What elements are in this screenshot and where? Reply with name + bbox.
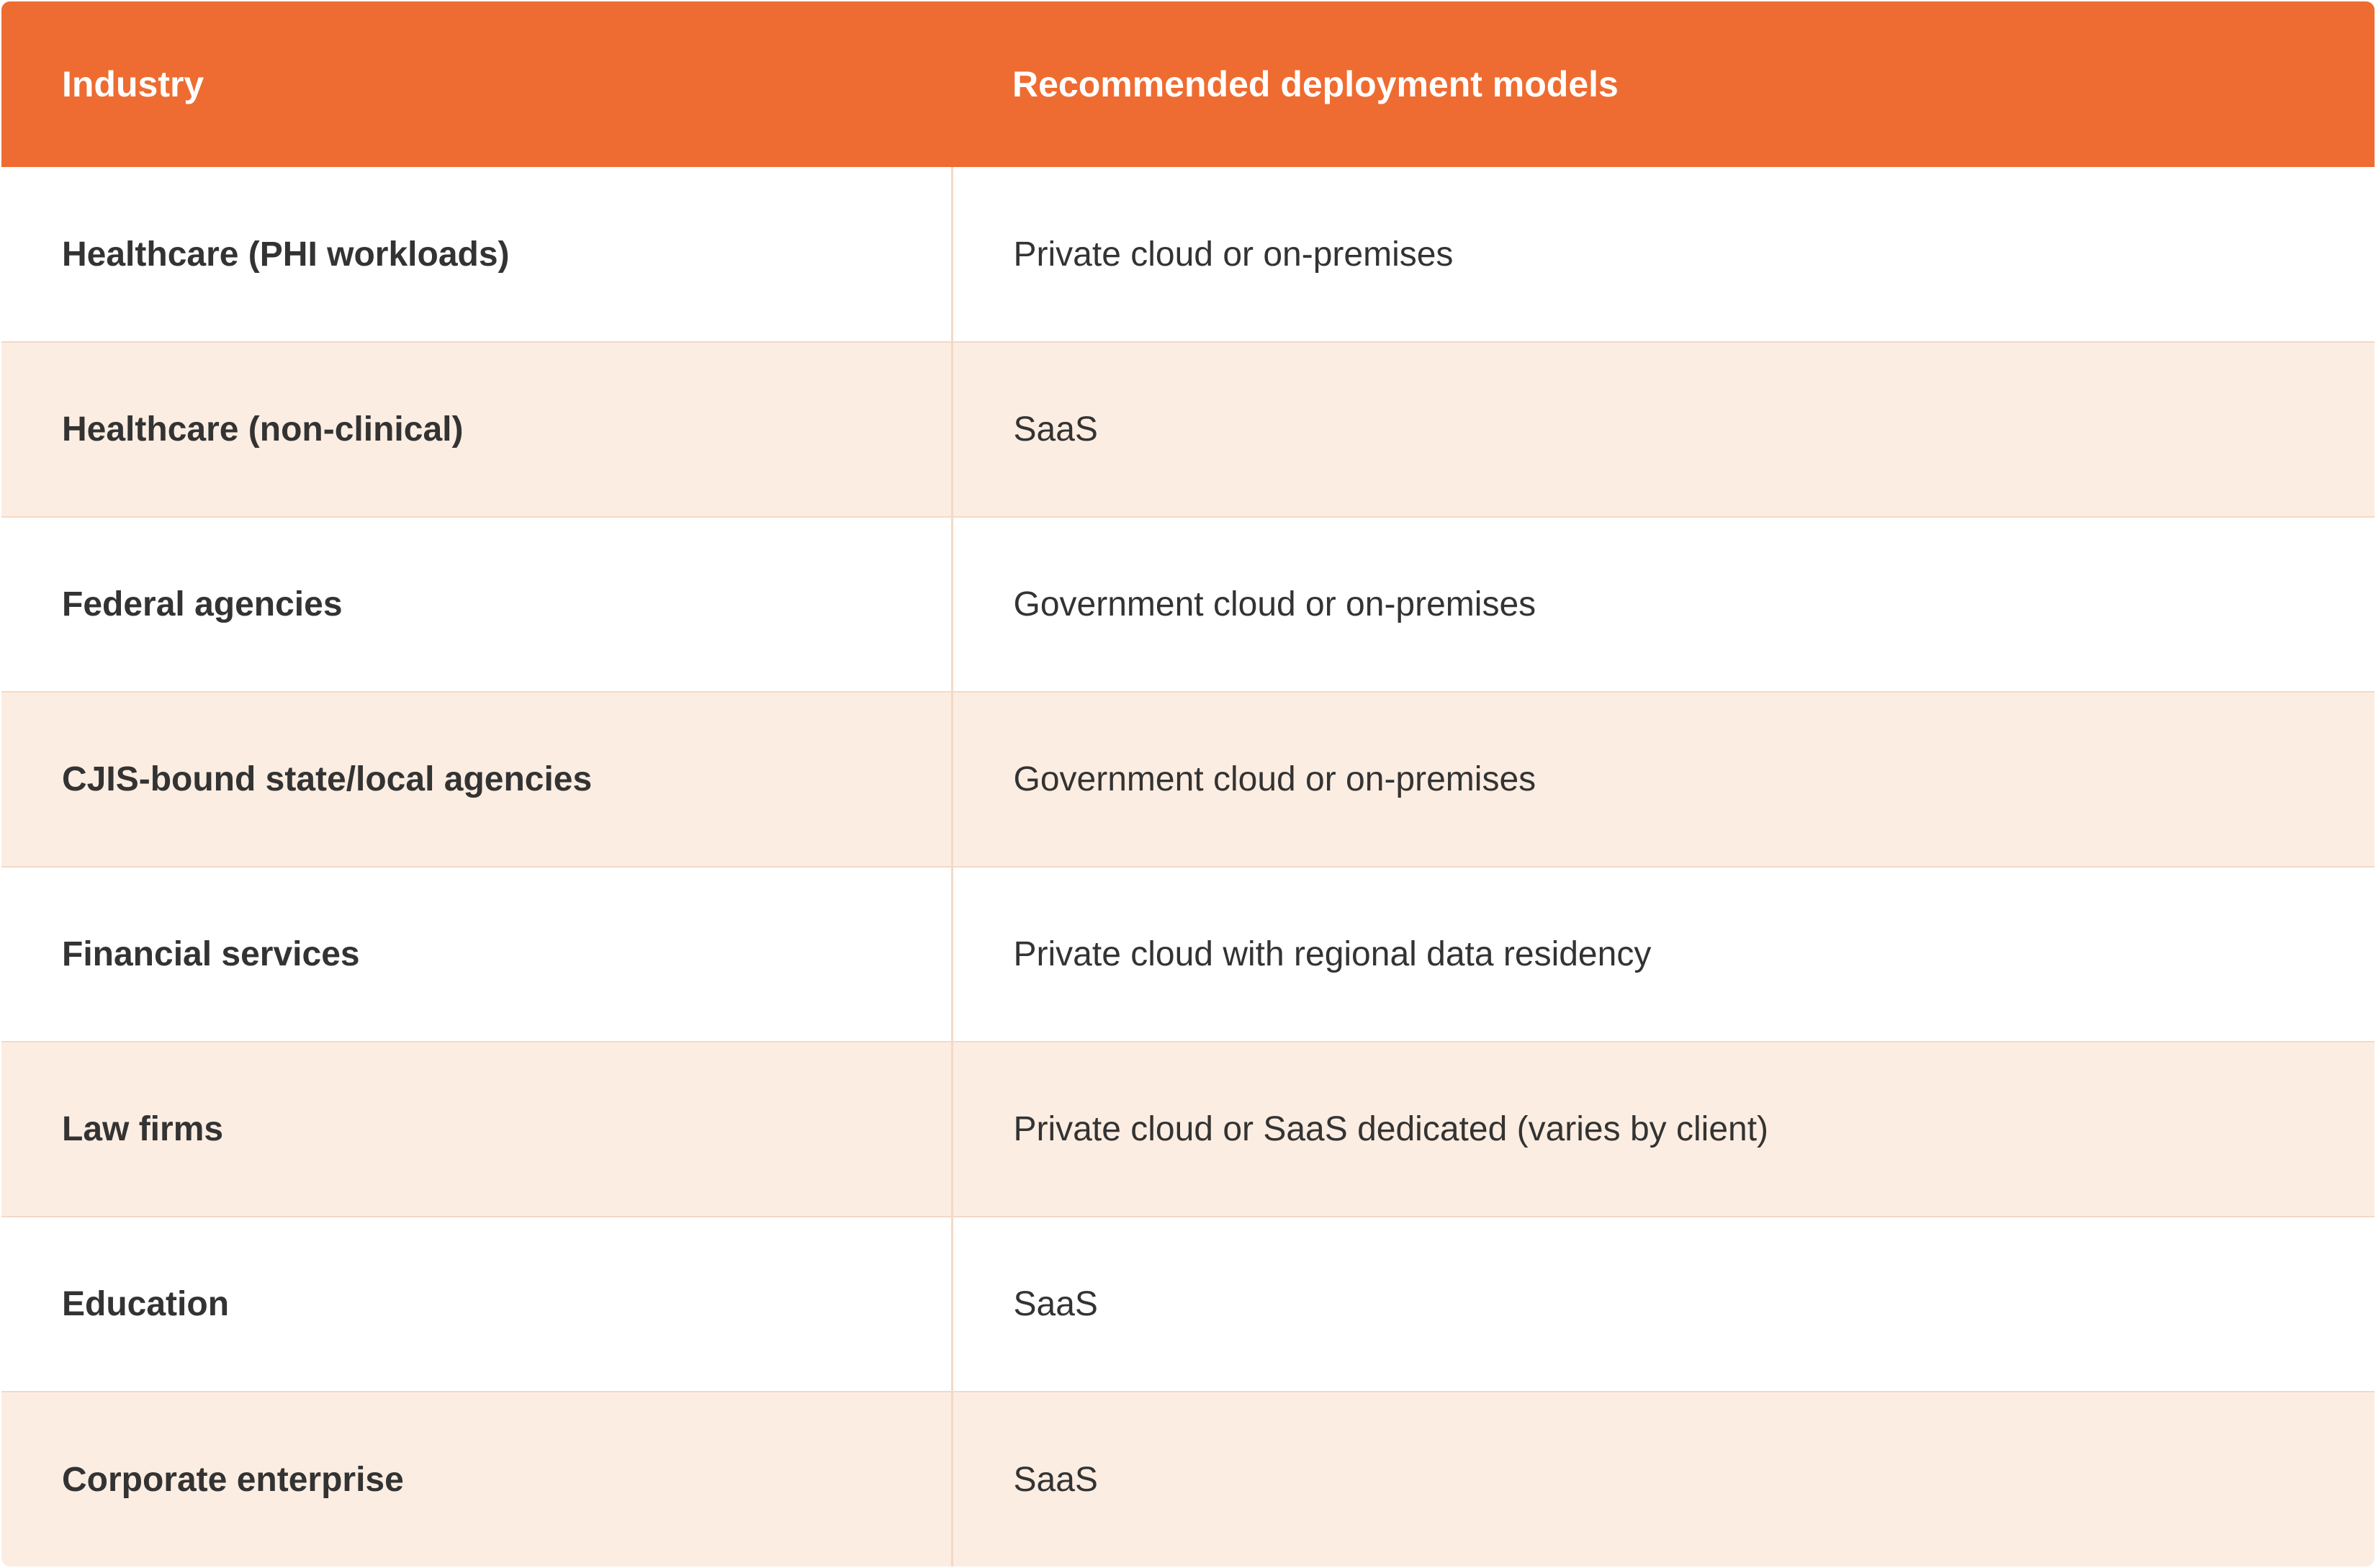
table-row <box>1 167 2375 342</box>
industry-cell: Federal agencies <box>1 517 952 692</box>
industry-cell: Corporate enterprise <box>1 1392 952 1567</box>
table-row <box>1 342 2375 517</box>
table-body <box>1 167 2375 1567</box>
deployment-models-table <box>1 1 2375 1567</box>
table-row <box>1 1042 2375 1217</box>
deployment-model-cell: Government cloud or on-premises <box>952 517 2375 692</box>
table-row <box>1 1217 2375 1392</box>
table-row <box>1 517 2375 692</box>
deployment-model-cell: Private cloud or on-premises <box>1013 235 1454 274</box>
table-row <box>1 692 2375 867</box>
industry-cell: CJIS-bound state/local agencies <box>1 692 952 867</box>
deployment-model-cell: Private cloud or SaaS dedicated (varies by client) <box>952 1042 2375 1217</box>
industry-cell: Healthcare (non-clinical) <box>1 342 952 517</box>
deployment-model-cell: Government cloud or on-premises <box>952 692 2375 867</box>
deployment-table-container <box>1 1 2375 1567</box>
industry-cell: Education <box>1 1217 952 1392</box>
table-row <box>1 1392 2375 1567</box>
deployment-model-cell: SaaS <box>952 1217 2375 1392</box>
deployment-model-cell: SaaS <box>952 342 2375 517</box>
table-row <box>1 867 2375 1042</box>
deployment-model-cell: Private cloud with regional data residency <box>952 867 2375 1042</box>
header-row <box>1 1 2375 167</box>
industry-cell: Financial services <box>1 867 952 1042</box>
industry-cell: Law firms <box>1 1042 952 1217</box>
header-deployment-models: Recommended deployment models <box>1012 64 1619 104</box>
table-header <box>1 1 2375 167</box>
deployment-model-cell: SaaS <box>952 1392 2375 1567</box>
industry-cell: Healthcare (PHI workloads) <box>1 167 952 342</box>
header-industry: Industry <box>62 64 204 104</box>
